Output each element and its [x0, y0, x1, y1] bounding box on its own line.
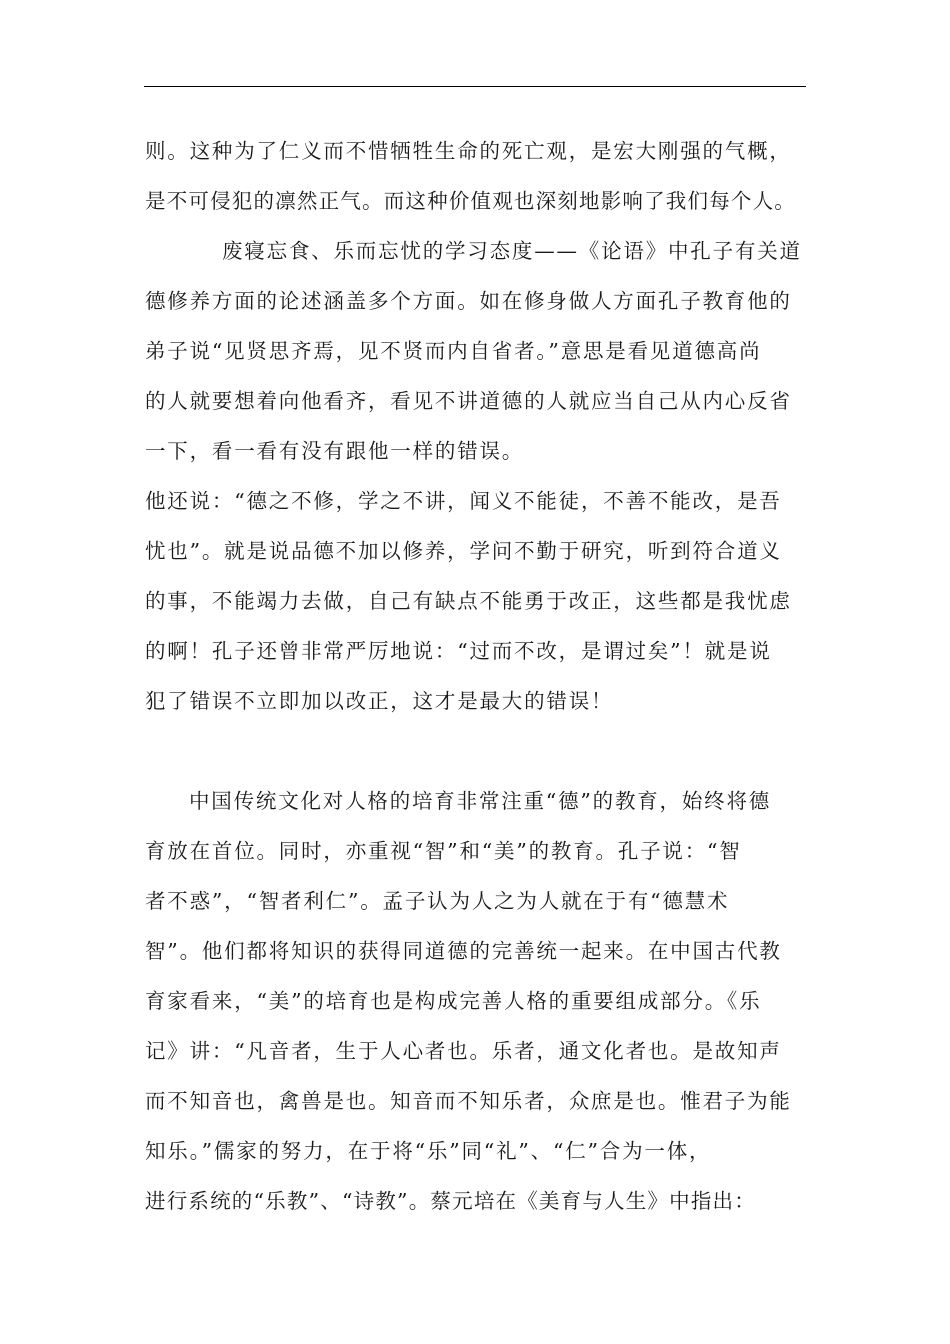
text-line: 而不知音也，禽兽是也。知音而不知乐者，众庶是也。惟君子为能 [145, 1089, 792, 1113]
text-line: 是不可侵犯的凛然正气。而这种价值观也深刻地影响了我们每个人。 [145, 189, 796, 213]
text-line: 的人就要想着向他看齐，看见不讲道德的人就应当自己从内心反省 [145, 389, 792, 413]
text-line: 知乐。”儒家的努力，在于将“乐”同“礼”、“仁”合为一体， [145, 1139, 712, 1163]
text-line: 记》讲：“凡音者，生于人心者也。乐者，通文化者也。是故知声 [145, 1039, 782, 1063]
text-line: 者不惑”，“智者利仁”。孟子认为人之为人就在于有“德慧术 [145, 889, 730, 913]
text-line: 德修养方面的论述涵盖多个方面。如在修身做人方面孔子教育他的 [145, 289, 792, 313]
text-line: 犯了错误不立即加以改正，这才是最大的错误！ [145, 689, 614, 713]
text-line: 智”。他们都将知识的获得同道德的完善统一起来。在中国古代教 [145, 939, 782, 963]
text-line: 一下，看一看有没有跟他一样的错误。 [145, 439, 525, 463]
paragraph-gap [145, 733, 825, 783]
text-line: 育家看来，“美”的培育也是构成完善人格的重要组成部分。《乐 [145, 989, 762, 1013]
text-line: 忧也”。就是说品德不加以修养，学问不勤于研究，听到符合道义 [145, 539, 782, 563]
document-body [145, 133, 825, 1233]
text-line: 的啊！孔子还曾非常严厉地说：“过而不改，是谓过矣”！就是说 [145, 639, 772, 663]
text-line: 进行系统的“乐教”、“诗教”。蔡元培在《美育与人生》中指出： [145, 1189, 756, 1213]
text-line: 废寝忘食、乐而忘忧的学习态度——《论语》中孔子有关道 [222, 239, 802, 263]
text-line: 中国传统文化对人格的培育非常注重“德”的教育，始终将德 [189, 789, 772, 813]
text-line: 他还说：“德之不修，学之不讲，闻义不能徒，不善不能改，是吾 [145, 489, 782, 513]
text-line: 弟子说“见贤思齐焉，见不贤而内自省者。”意思是看见道德高尚 [145, 339, 762, 363]
header-rule [144, 86, 806, 87]
text-line: 育放在首位。同时，亦重视“智”和“美”的教育。孔子说：“智 [145, 839, 742, 863]
text-line: 则。这种为了仁义而不惜牺牲生命的死亡观，是宏大刚强的气概， [145, 139, 792, 163]
text-line: 的事，不能竭力去做，自己有缺点不能勇于改正，这些都是我忧虑 [145, 589, 792, 613]
